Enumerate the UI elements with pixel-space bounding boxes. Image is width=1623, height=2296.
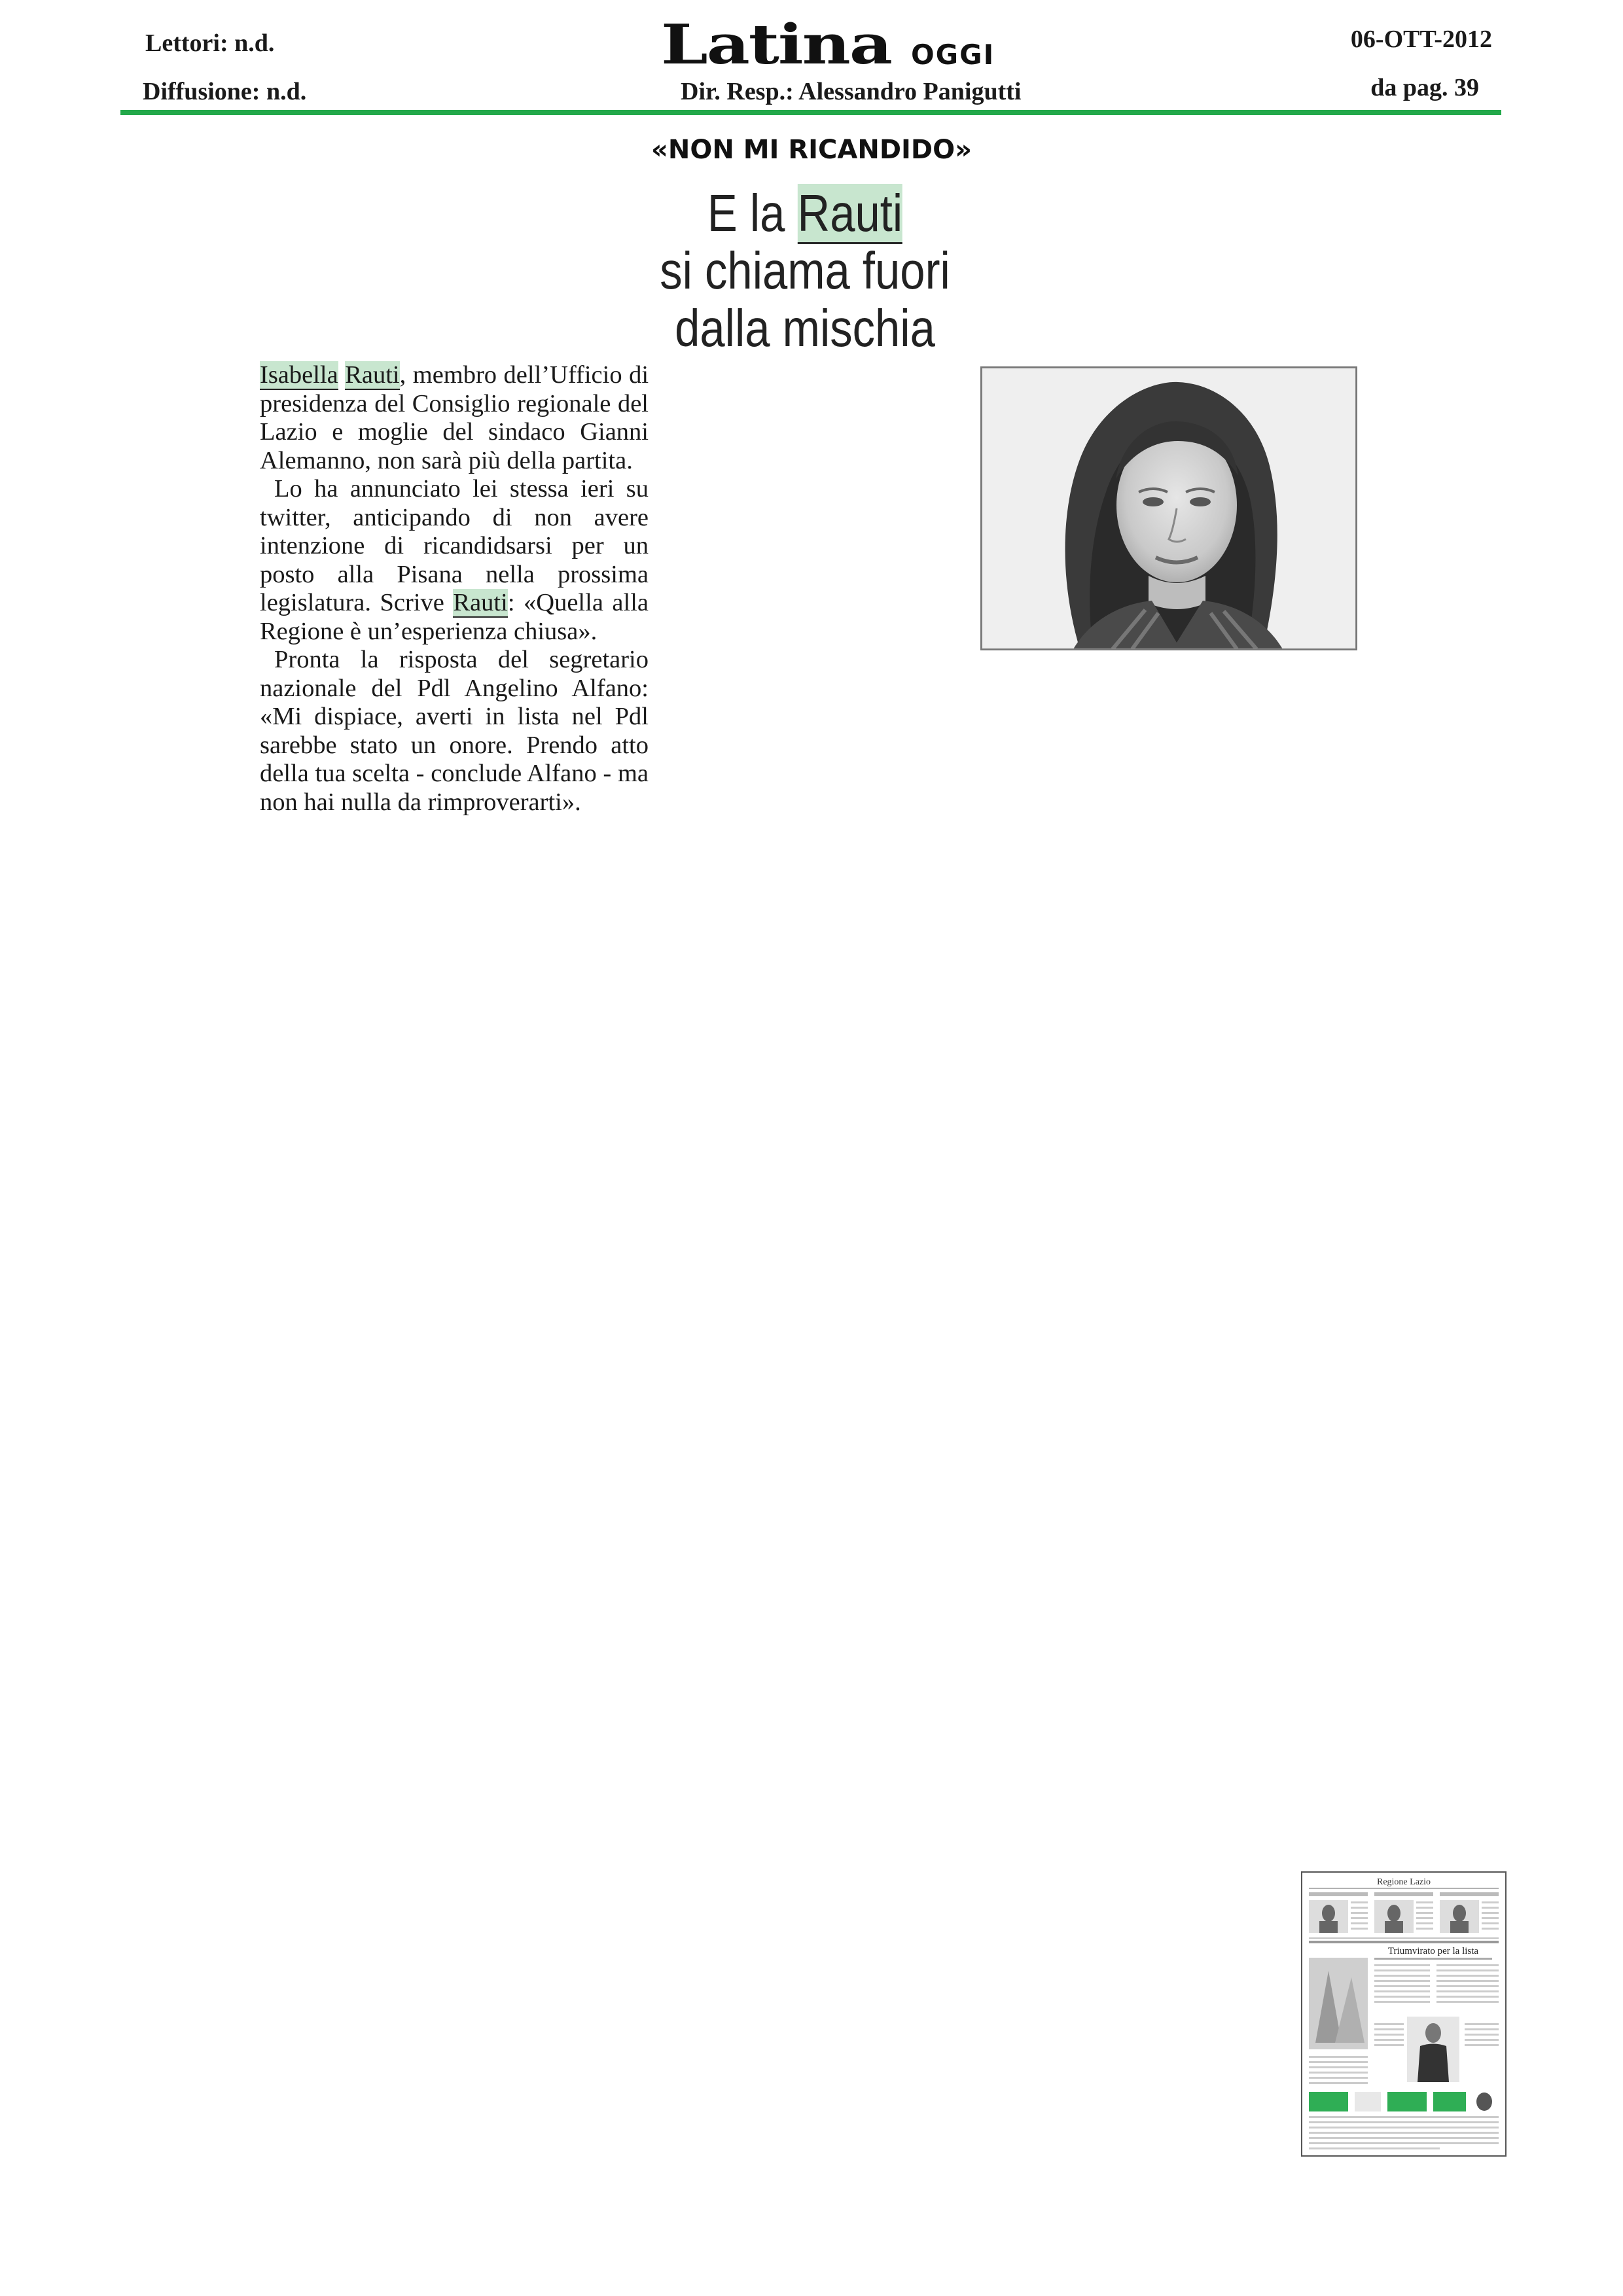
diffusion-label: Diffusione: n.d.	[143, 78, 307, 105]
page-thumbnail	[1301, 1871, 1507, 2157]
highlighted-term: Isabella	[260, 361, 338, 389]
portrait-photo	[980, 366, 1357, 650]
readers-label: Lettori: n.d.	[145, 29, 275, 57]
article-kicker: «NON MI RICANDIDO»	[651, 135, 972, 165]
director-label: Dir. Resp.: Alessandro Panigutti	[681, 78, 1022, 105]
headline-line: si chiama fuori	[660, 241, 950, 300]
paragraph-text: Lo ha annunciato lei stessa ieri su twitter, anticipando di non avere intenzione di ricandidsarsi per un posto alla Pisana nella prossima legislatura. Scrive	[260, 475, 649, 616]
highlighted-term: Rauti	[345, 361, 400, 389]
thumbnail-section-title: Regione Lazio	[1376, 1877, 1431, 1887]
masthead-logo-sub: OGGI	[910, 39, 995, 71]
newspaper-masthead	[661, 0, 995, 77]
highlighted-term: Rauti	[453, 589, 508, 616]
body-paragraph	[260, 361, 649, 475]
headline-highlight: Rauti	[798, 184, 903, 244]
body-paragraph	[260, 475, 649, 646]
headline-part: E la	[707, 184, 798, 242]
issue-date: 06-OTT-2012	[1350, 26, 1492, 53]
headline-line: dalla mischia	[675, 299, 935, 357]
portrait-illustration	[982, 368, 1356, 649]
thumbnail-headline: Triumvirato per la lista	[1387, 1946, 1479, 1956]
article-headline	[608, 185, 1002, 357]
paragraph-text: : «Quella alla Regione è un’esperienza chiusa».	[260, 589, 649, 645]
page-reference: da pag. 39	[1370, 74, 1479, 101]
page-thumbnail-illustration	[1302, 1873, 1505, 2155]
article-body	[260, 361, 649, 817]
masthead-logo: Latina	[661, 12, 891, 77]
body-paragraph: Pronta la risposta del segretario nazionale del Pdl Angelino Alfano: «Mi dispiace, averti in lista nel Pdl sarebbe stato un onore. Prendo atto della tua scelta - conclude Alfano - ma non hai nulla da rimproverarti».	[260, 646, 649, 816]
header-divider	[120, 110, 1501, 115]
paragraph-text: , membro dell’Ufficio di presidenza del Consiglio regionale del Lazio e moglie del sindaco Gianni Alemanno, non sarà più della partita.	[260, 361, 649, 474]
